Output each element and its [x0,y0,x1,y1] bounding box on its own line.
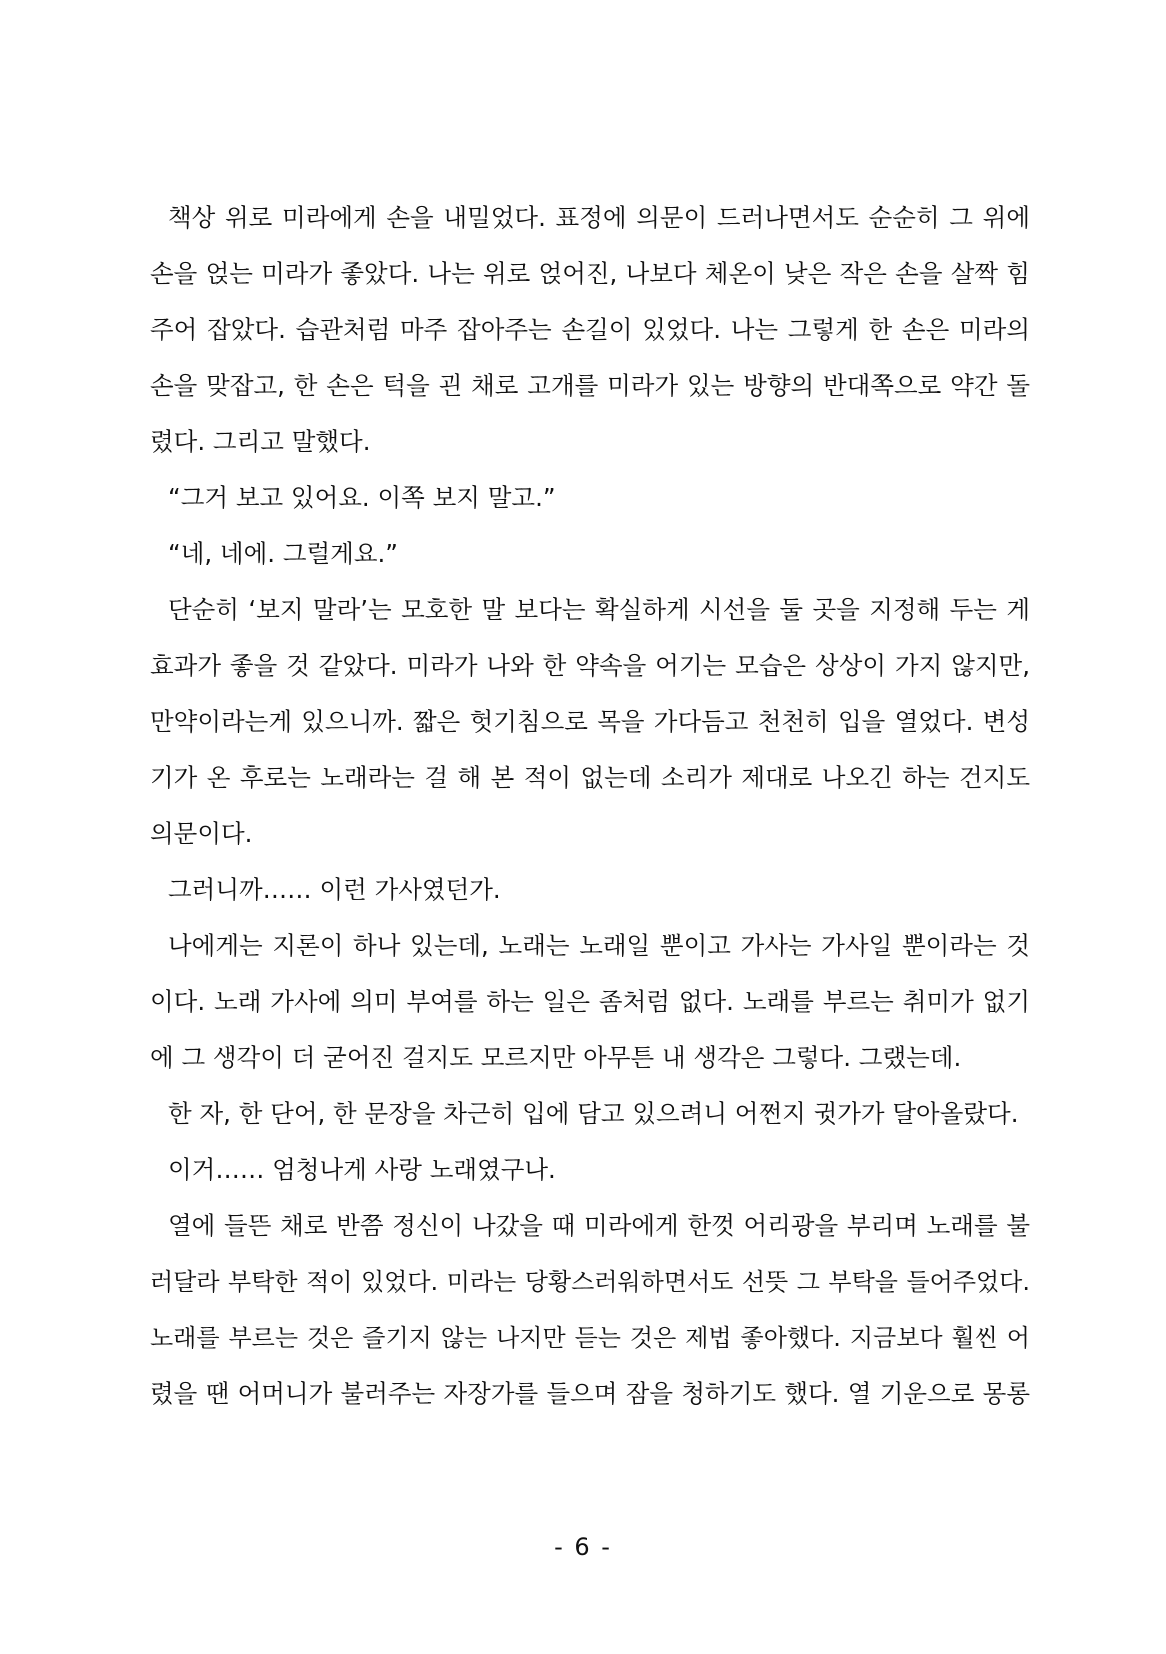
text-line: 이다. 노래 가사에 의미 부여를 하는 일은 좀처럼 없다. 노래를 부르는 취미가 없기 [150,987,1030,1016]
text-line: “네, 네에. 그럴게요.” [168,539,398,568]
text-line: 만약이라는게 있으니까. 짧은 헛기침으로 목을 가다듬고 천천히 입을 열었다. 변성 [150,707,1030,736]
text-line: 손을 맞잡고, 한 손은 턱을 괸 채로 고개를 미라가 있는 방향의 반대쪽으로 약간 돌 [150,371,1030,400]
text-line: 열에 들뜬 채로 반쯤 정신이 나갔을 때 미라에게 한껏 어리광을 부리며 노래를 불 [168,1211,1030,1240]
text-line: 단순히 ‘보지 말라’는 모호한 말 보다는 확실하게 시선을 둘 곳을 지정해 두는 게 [168,595,1030,624]
text-line: 주어 잡았다. 습관처럼 마주 잡아주는 손길이 있었다. 나는 그렇게 한 손은 미라의 [150,315,1030,344]
page-number: - 6 - [554,1533,612,1561]
text-line: 그러니까…… 이런 가사였던가. [168,875,501,904]
text-line: 손을 얹는 미라가 좋았다. 나는 위로 얹어진, 나보다 체온이 낮은 작은 손을 살짝 힘 [150,259,1030,288]
text-line: 이거…… 엄청나게 사랑 노래였구나. [168,1155,556,1184]
text-line: “그거 보고 있어요. 이쪽 보지 말고.” [168,483,556,512]
text-line: 기가 온 후로는 노래라는 걸 해 본 적이 없는데 소리가 제대로 나오긴 하는 건지도 [150,763,1030,792]
text-line: 한 자, 한 단어, 한 문장을 차근히 입에 담고 있으려니 어쩐지 귓가가 달아올랐다. [168,1099,1019,1128]
text-line: 렸다. 그리고 말했다. [150,427,371,456]
text-line: 노래를 부르는 것은 즐기지 않는 나지만 듣는 것은 제법 좋아했다. 지금보다 훨씬 어 [150,1324,1030,1352]
text-line: 책상 위로 미라에게 손을 내밀었다. 표정에 의문이 드러나면서도 순순히 그 위에 [168,203,1030,232]
text-line: 렸을 땐 어머니가 불러주는 자장가를 들으며 잠을 청하기도 했다. 열 기운으로 몽롱 [150,1379,1030,1408]
text-line: 에 그 생각이 더 굳어진 걸지도 모르지만 아무튼 내 생각은 그렇다. 그랬는데. [150,1043,962,1072]
text-line: 의문이다. [150,819,253,848]
text-line: 러달라 부탁한 적이 있었다. 미라는 당황스러워하면서도 선뜻 그 부탁을 들어주었다. [150,1268,1030,1296]
body-text [150,190,1030,1422]
text-line: 나에게는 지론이 하나 있는데, 노래는 노래일 뿐이고 가사는 가사일 뿐이라는 것 [168,931,1030,960]
text-line: 효과가 좋을 것 같았다. 미라가 나와 한 약속을 어기는 모습은 상상이 가지 않지만, [150,651,1030,680]
